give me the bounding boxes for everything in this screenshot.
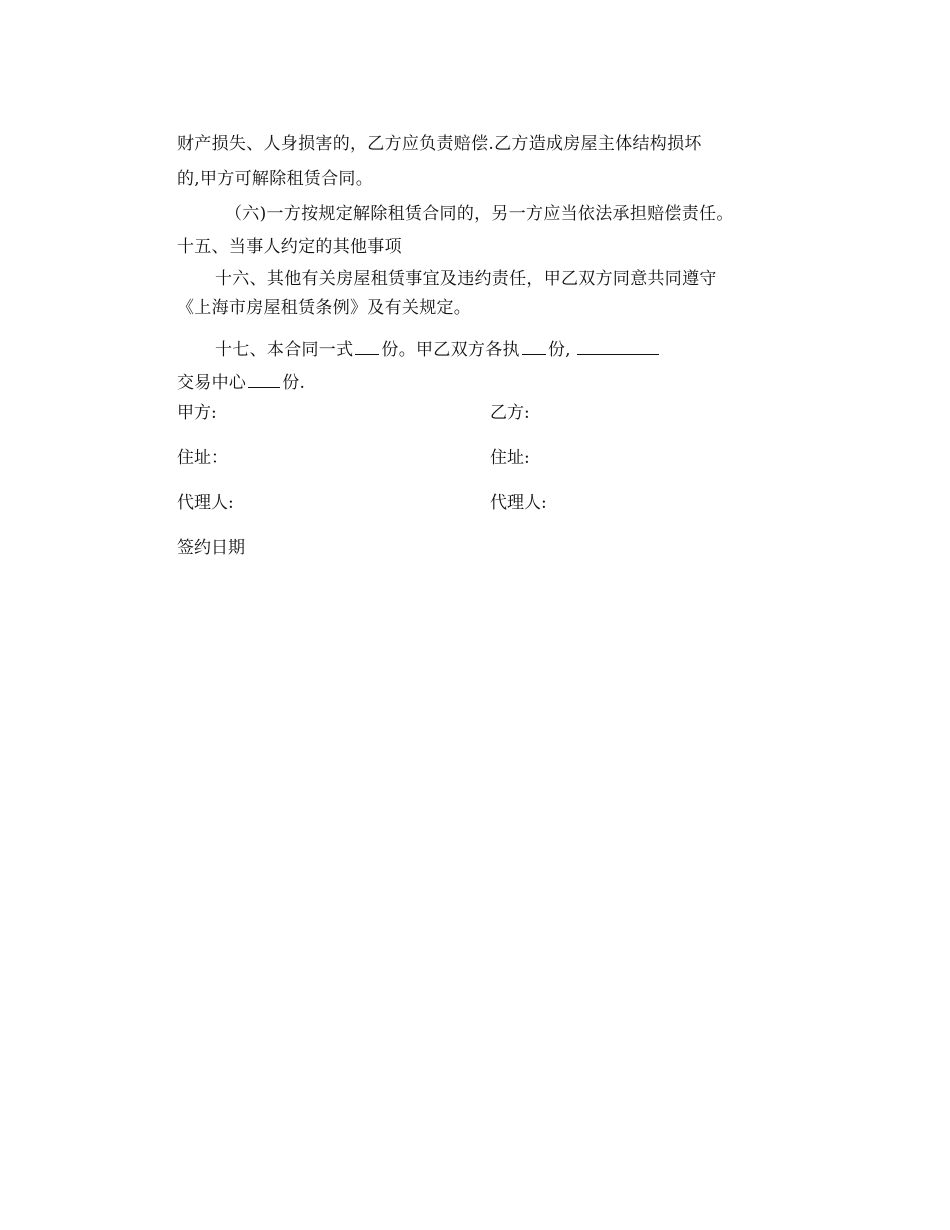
section-15-heading: 十五、当事人约定的其他事项	[177, 237, 402, 257]
signing-date-label: 签约日期	[177, 538, 245, 558]
paragraph-liability-1: 财产损失、人身损害的，乙方应负责赔偿.乙方造成房屋主体结构损坏	[177, 134, 702, 154]
total-copies-blank[interactable]	[355, 336, 379, 355]
copies-text-1: 十七、本合同一式	[215, 340, 354, 360]
exchange-center-suffix: 份.	[282, 373, 306, 393]
party-b-address-label: 住址:	[490, 448, 530, 468]
party-b-label: 乙方:	[490, 403, 530, 423]
section-16-line-2: 《上海市房屋租赁条例》及有关规定。	[177, 298, 472, 318]
party-a-label: 甲方:	[177, 403, 217, 423]
copies-text-2: 份。甲乙双方各执	[381, 340, 520, 360]
agency-name-blank[interactable]	[577, 336, 659, 355]
exchange-center-copies	[177, 369, 305, 394]
paragraph-liability-2: 的,甲方可解除租赁合同。	[177, 169, 374, 189]
copies-text-3: 份,	[547, 340, 571, 360]
section-16-line-1: 十六、其他有关房屋租赁事宜及违约责任，甲乙双方同意共同遵守	[215, 269, 717, 289]
party-b-agent-label: 代理人:	[490, 493, 547, 513]
each-party-copies-blank[interactable]	[522, 336, 546, 355]
section-17-copies	[215, 336, 659, 361]
exchange-center-copies-blank[interactable]	[248, 369, 280, 388]
party-a-address-label: 住址：	[177, 448, 228, 468]
exchange-center-text: 交易中心	[177, 373, 247, 393]
paragraph-termination-compensation: （六)一方按规定解除租赁合同的，另一方应当依法承担赔偿责任。	[225, 204, 734, 224]
party-a-agent-label: 代理人:	[177, 493, 234, 513]
